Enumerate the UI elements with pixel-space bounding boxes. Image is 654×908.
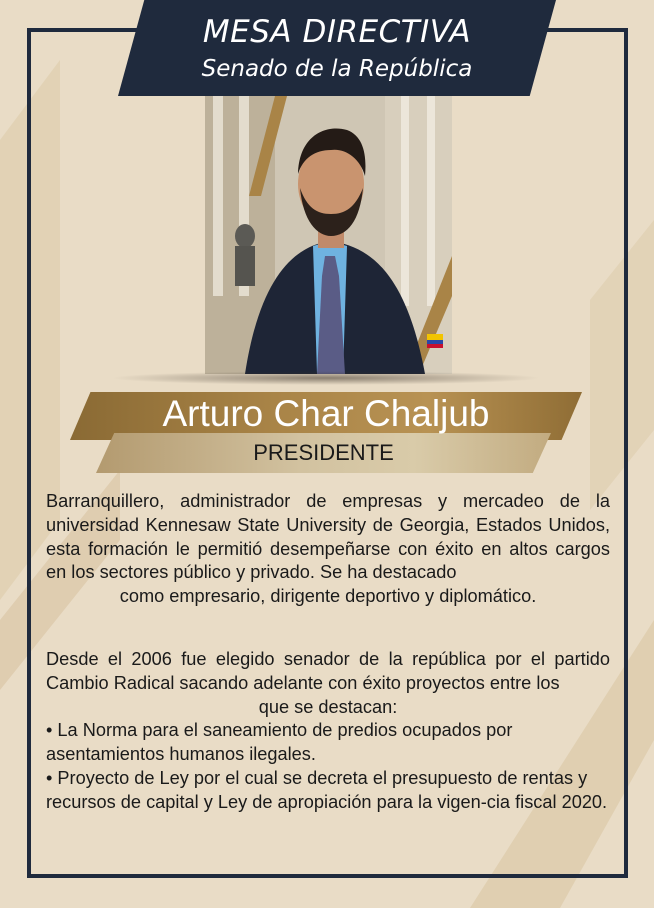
bio-paragraph-1-last: como empresario, dirigente deportivo y diplomático.: [119, 586, 537, 607]
bio-paragraph-1-main: Barranquillero, administrador de empresas y mercadeo de la universidad Kennesaw State University de Georgia, Estados Unidos, esta formación le permitió desempeñarse con éxito en altos cargos en los sectores público y privado. Se ha destacado: [46, 491, 610, 583]
photo-shadow: [110, 371, 542, 385]
person-name: Arturo Char Chaljub: [162, 393, 490, 434]
header-subtitle: Senado de la República: [201, 56, 473, 82]
portrait-photo: [205, 96, 452, 374]
person-role: PRESIDENTE: [253, 440, 394, 465]
bullet-item: • Proyecto de Ley por el cual se decreta el presupuesto de rentas y recursos de capital y Ley de apropiación para la vigen-cia fiscal 2020.: [46, 767, 608, 812]
bio-paragraph-2-main: Desde el 2006 fue elegido senador de la república por el partido Cambio Radical sacando adelante con éxito proyectos entre los: [46, 649, 610, 693]
bio-paragraph-1: [46, 490, 610, 609]
bio-paragraph-2-last: que se destacan:: [258, 696, 398, 717]
bio-paragraph-2: [46, 648, 610, 815]
bullet-item: • La Norma para el saneamiento de predios ocupados por asentamientos humanos ilegales.: [46, 720, 513, 765]
header-title: MESA DIRECTIVA: [202, 14, 472, 50]
